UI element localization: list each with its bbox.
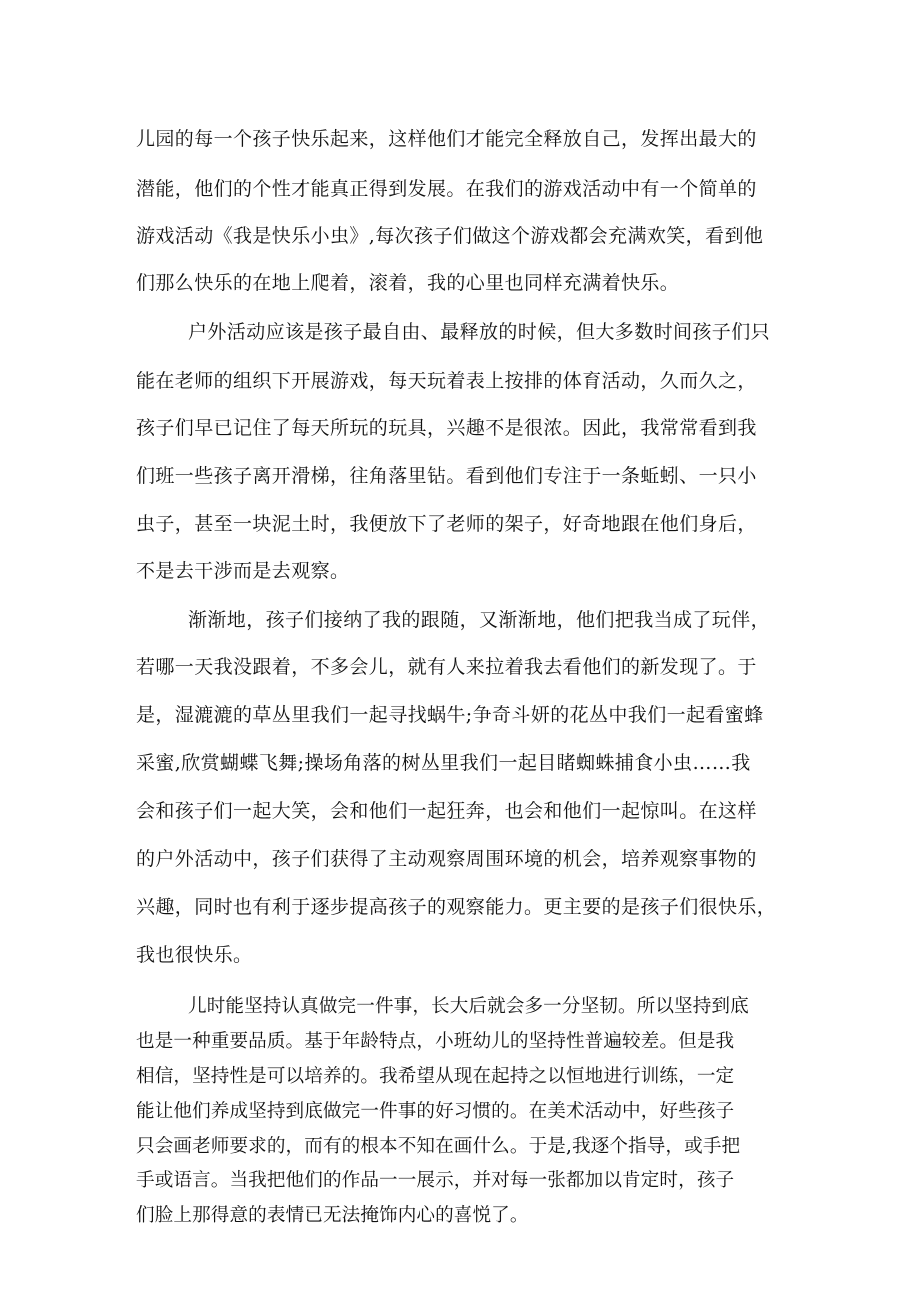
paragraph-3-line-6: 的户外活动中，孩子们获得了主动观察周围环境的机会，培养观察事物的 [136,848,757,870]
paragraph-3-line-2: 若哪一天我没跟着，不多会儿，就有人来拉着我去看他们的新发现了。于 [136,656,757,678]
paragraph-2-line-2: 能在老师的组织下开展游戏，每天玩着表上按排的体育活动，久而久之， [136,370,757,392]
paragraph-1-line-4: 们那么快乐的在地上爬着，滚着，我的心里也同样充满着快乐。 [136,272,680,294]
paragraph-3-line-3: 是，湿漉漉的草丛里我们一起寻找蜗牛;争奇斗妍的花丛中我们一起看蜜蜂 [136,704,764,726]
paragraph-4-line-6: 手或语言。当我把他们的作品一一展示，并对每一张都加以肯定时，孩子 [136,1170,735,1191]
paragraph-1-line-2: 潜能，他们的个性才能真正得到发展。在我们的游戏活动中有一个简单的 [136,178,757,200]
paragraph-2-line-4: 们班一些孩子离开滑梯，往角落里钻。看到他们专注于一条蚯蚓、一只小 [136,465,757,487]
paragraph-1-line-3: 游戏活动《我是快乐小虫》,每次孩子们做这个游戏都会充满欢笑，看到他 [136,225,764,247]
paragraph-2-line-5: 虫子，甚至一块泥土时，我便放下了老师的架子，好奇地跟在他们身后， [136,513,757,535]
paragraph-4-line-1: 儿时能坚持认真做完一件事，长大后就会多一分坚韧。所以坚持到底 [188,996,749,1017]
paragraph-4-line-3: 相信，坚持性是可以培养的。我希望从现在起持之以恒地进行训练，一定 [136,1066,735,1087]
paragraph-3-line-4: 采蜜,欣赏蝴蝶飞舞;操场角落的树丛里我们一起目睹蜘蛛捕食小虫……我 [136,752,751,774]
paragraph-3-line-8: 我也很快乐。 [136,944,253,966]
paragraph-3-line-7: 兴趣，同时也有利于逐步提高孩子的观察能力。更主要的是孩子们很快乐， [136,896,777,918]
paragraph-2-line-1: 户外活动应该是孩子最自由、最释放的时候，但大多数时间孩子们只 [188,321,771,343]
paragraph-4-line-2: 也是一种重要品质。基于年龄特点，小班幼儿的坚持性普遍较差。但是我 [136,1031,735,1052]
paragraph-1-line-1: 儿园的每一个孩子快乐起来，这样他们才能完全释放自己，发挥出最大的 [136,128,757,150]
paragraph-2-line-6: 不是去干涉而是去观察。 [136,560,350,582]
paragraph-4-line-5: 只会画老师要求的，而有的根本不知在画什么。于是,我逐个指导，或手把 [136,1136,741,1157]
paragraph-4-line-4: 能让他们养成坚持到底做完一件事的好习惯的。在美术活动中，好些孩子 [136,1101,735,1122]
paragraph-3-line-5: 会和孩子们一起大笑，会和他们一起狂奔，也会和他们一起惊叫。在这样 [136,800,757,822]
paragraph-2-line-3: 孩子们早已记住了每天所玩的玩具，兴趣不是很浓。因此，我常常看到我 [136,417,757,439]
paragraph-4-line-7: 们脸上那得意的表情已无法掩饰内心的喜悦了。 [136,1205,529,1226]
paragraph-3-line-1: 渐渐地，孩子们接纳了我的跟随，又渐渐地，他们把我当成了玩伴， [188,609,771,631]
